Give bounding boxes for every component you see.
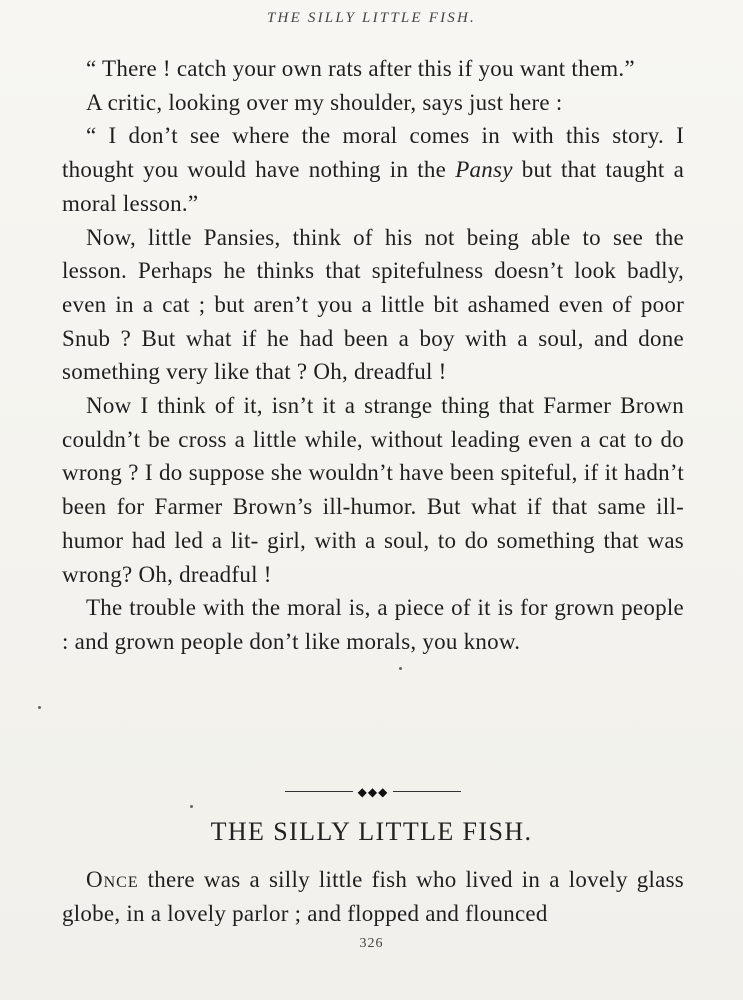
story-start-rest: there was a silly little fish who lived in a lovely glass globe, in a lovely parlor ; and flopped and flounced [62,867,684,926]
section-divider [285,787,461,797]
pansy-title: Pansy [455,157,513,183]
page-number: 326 [359,936,384,951]
paragraph-3-lead: “ I don’t see where the moral comes in with this story. I thought you would have nothing in the [62,123,684,183]
running-head: THE SILLY LITTLE FISH. [267,10,476,26]
divider-ornament-icon: ◆◆◆ [357,785,389,799]
margin-mark [399,667,402,670]
paragraph-1: “ There ! catch your own rats after this if you want them.” [86,56,635,81]
paragraph-3-tail: but that taught a moral lesson.” [62,157,685,216]
section-title: THE SILLY LITTLE FISH. [210,817,533,846]
paragraph-5: Now I think of it, isn’t it a strange thing that Farmer Brown couldn’t be cross a little while, without leading even a cat to do wrong ? I do suppose she wouldn’t have been spiteful, if it hadn’t been for Farmer Brown’s ill-humor. But what if that same ill-humor had led a lit- girl, with a soul, to do something that was wrong? Oh, dreadful ! [62,393,684,587]
margin-mark [38,706,41,709]
story-opening [62,863,684,930]
paragraph-4: Now, little Pansies, think of his not being able to see the lesson. Perhaps he thinks that spitefulness doesn’t look badly, even in a cat ; but aren’t you a little bit ashamed even of poor Snub ? But what if he had been a boy with a soul, and done something very like that ? Oh, dreadful ! [62,224,684,385]
main-text [62,52,684,659]
paragraph-2: A critic, looking over my shoulder, says just here : [86,89,563,115]
story-start-smallcaps: Once [86,867,139,892]
margin-mark [190,805,193,808]
paragraph-3 [62,119,684,220]
paragraph-6: The trouble with the moral is, a piece of it is for grown people : and grown people don’t like morals, you know. [62,595,684,654]
story-paragraph [62,863,684,930]
